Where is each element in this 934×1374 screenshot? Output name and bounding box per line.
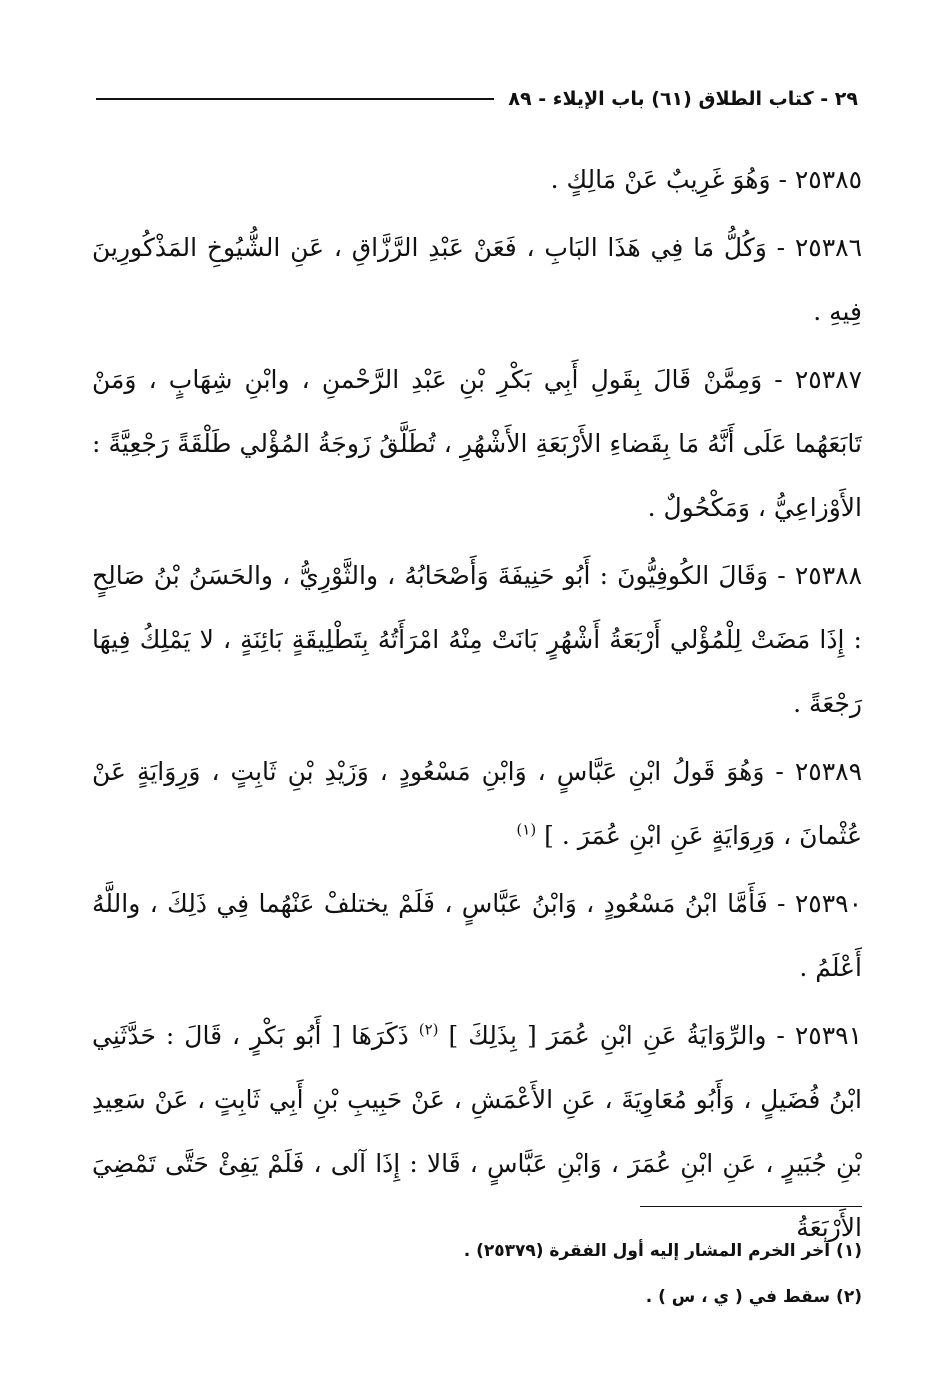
- paragraph-number: ٢٥٣٨٥: [794, 165, 862, 194]
- footnote-2: (٢) سقط في ( ي ، س ) .: [645, 1287, 862, 1307]
- paragraph-25388: [92, 544, 862, 736]
- header-title: ٢٩ - كتاب الطلاق (٦١) باب الإيلاء - ٨٩: [508, 88, 858, 110]
- paragraph-text: - والرِّوَايَةُ عَنِ ابْنِ عُمَرَ [ بِذَلِكَ ]: [448, 1021, 795, 1050]
- paragraph-25391: [92, 1004, 862, 1260]
- main-text: [92, 148, 862, 1260]
- paragraph-25387: [92, 348, 862, 540]
- paragraph-number: ٢٥٣٨٨: [794, 561, 862, 590]
- paragraph-text: - وَقَالَ الكُوفِيُّونَ : أَبُو حَنِيفَةَ وَأَصْحَابُهُ ، والثَّوْرِيُّ ، والحَسَنُ بْنُ صَالِحٍ : إِذَا مَضَتْ لِلْمُؤْلي أَرْبَعَةُ أَشْهُرٍ بَانَتْ مِنْهُ امْرَأَتُهُ بِتَطْلِيقَةٍ بَائِنَةٍ ، لا يَمْلِكُ فِيهَا رَجْعَةً .: [92, 561, 862, 718]
- footnote-reference[interactable]: (١): [516, 820, 537, 839]
- footnote-reference[interactable]: (٢): [418, 1020, 439, 1039]
- paragraph-text: - وَهُوَ غَرِيبٌ عَنْ مَالِكٍ .: [550, 165, 795, 194]
- paragraph-number: ٢٥٣٩١: [794, 1021, 862, 1050]
- paragraph-text: - فَأَمَّا ابْنُ مَسْعُودٍ ، وَابْنُ عَبَّاسٍ ، فَلَمْ يختلفْ عَنْهُما فِي ذَلِكَ ، واللَّهُ أَعْلَمُ .: [92, 889, 862, 982]
- footnotes: [92, 1228, 862, 1320]
- footnote-1: (١) آخر الخرم المشار إليه أول الفقرة (٢٥٣٧٩) .: [463, 1241, 862, 1261]
- header-rule: [96, 98, 494, 100]
- paragraph-text-continued: ذَكَرَهَا [ أَبُو بَكْرٍ ، قَالَ : حَدَّثَنِي ابْنُ فُضَيلٍ ، وَأَبُو مُعَاوِيَةَ ، عَنِ الأَعْمَشِ ، عَنْ حَبِيبِ بْنِ أَبِي ثَابِتٍ ، عَنْ سَعِيدِ بْنِ جُبَيرٍ ، عَنِ ابْنِ عُمَرَ ، وَابْنِ عَبَّاسٍ ، قَالا : إِذَا آلى ، فَلَمْ يَفِئْ حَتَّى تَمْضِيَ الأَرْبَعَةُ: [92, 1021, 862, 1242]
- paragraph-25385: [92, 148, 862, 212]
- paragraph-text: - وَكُلُّ مَا فِي هَذَا البَابِ ، فَعَنْ عَبْدِ الرَّزَّاقِ ، عَنِ الشُّيُوخِ المَذْكُورِينَ فِيهِ .: [92, 233, 862, 326]
- paragraph-text: - وَهُوَ قَولُ ابْنِ عَبَّاسٍ ، وَابْنِ مَسْعُودٍ ، وَزَيْدِ بْنِ ثَابِتٍ ، وَرِوَايَةٍ عَنْ عُثْمانَ ، وَرِوَايَةٍ عَنِ ابْنِ عُمَرَ . ]: [92, 757, 862, 850]
- paragraph-text: - وَمِمَّنْ قَالَ بِقَولِ أَبِي بَكْرِ بْنِ عَبْدِ الرَّحْمنِ ، وابْنِ شِهَابٍ ، وَمَنْ تَابَعَهُما عَلَى أَنَّهُ مَا بِقَضاءِ الأَرْبَعَةِ الأَشْهُرِ ، تُطَلَّقُ زَوجَةُ المُؤْلي طَلْقَةً رَجْعِيَّةً : الأَوْزاعِيُّ ، وَمَكْحُولٌ .: [92, 365, 862, 522]
- paragraph-25390: [92, 872, 862, 1000]
- paragraph-number: ٢٥٣٨٩: [794, 757, 862, 786]
- paragraph-number: ٢٥٣٨٦: [794, 233, 862, 262]
- paragraph-number: ٢٥٣٨٧: [794, 365, 862, 394]
- running-header: [96, 82, 858, 116]
- paragraph-25386: [92, 216, 862, 344]
- paragraph-number: ٢٥٣٩٠: [794, 889, 862, 918]
- paragraph-25389: [92, 740, 862, 868]
- footnote-separator: [640, 1206, 862, 1207]
